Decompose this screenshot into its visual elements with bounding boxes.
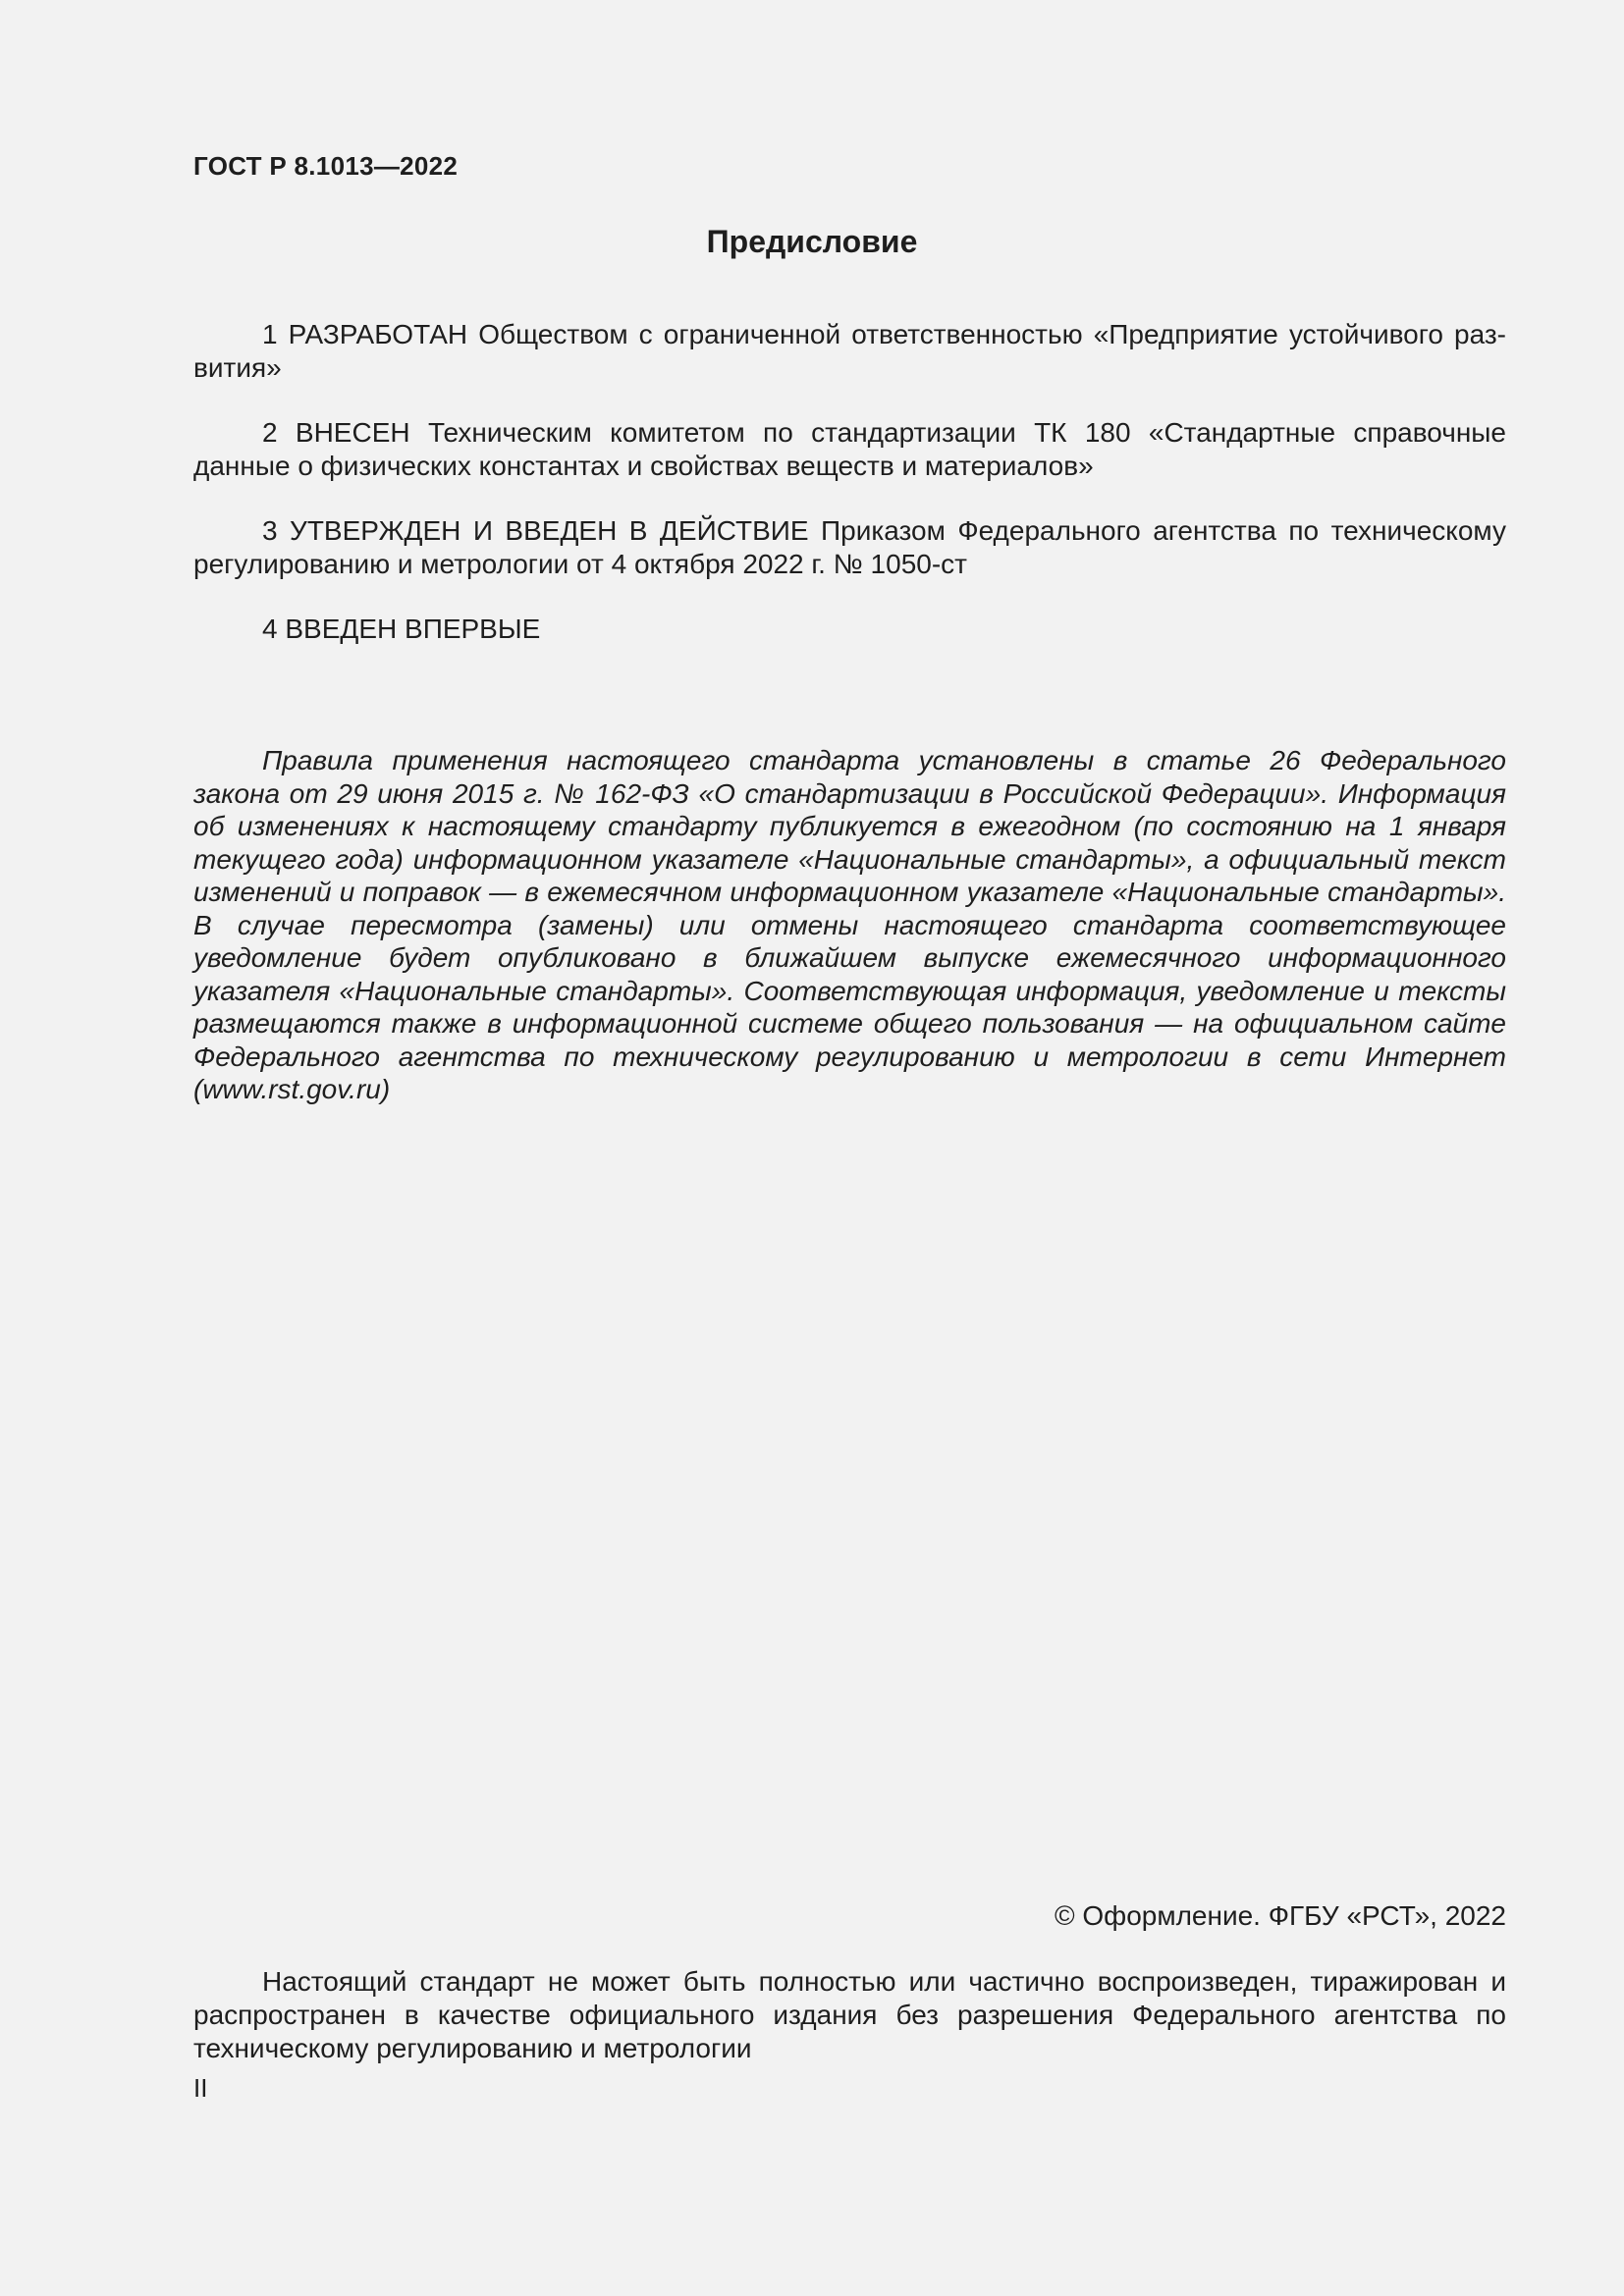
preface-item-approved: 3 УТВЕРЖДЕН И ВВЕДЕН В ДЕЙСТВИЕ Приказом Федерального агентства по техническому регулированию и метрологии от 4 октября 2022 г. № 1050-ст (193, 515, 1506, 579)
page-number: II (193, 2073, 208, 2103)
reproduction-notice: Настоящий стандарт не может быть полностью или частично воспроизведен, тиражирован и распространен в качестве официального издания без разрешения Федерального агентства по техническому регулированию и метрологии (193, 1966, 1506, 2063)
preface-item-developed: 1 РАЗРАБОТАН Обществом с ограниченной ответственностью «Предприятие устойчивого развития» (193, 319, 1506, 383)
preface-item-introduced: 2 ВНЕСЕН Техническим комитетом по стандартизации ТК 180 «Стандартные справочные данные о физических константах и свойствах веществ и материалов» (193, 417, 1506, 481)
section-title: Предисловие (706, 224, 918, 259)
document-code: ГОСТ Р 8.1013—2022 (193, 151, 459, 181)
rules-note-paragraph: Правила применения настоящего стандарта установлены в статье 26 Федерального закона от 29 июня 2015 г. № 162-ФЗ «О стандартизации в Российской Федерации». Информация об изменениях к настоящему стандарту публикуется в ежегодном (по состоянию на 1 января текущего года) информационном указателе «Национальные стандарты», а официальный текст изменений и поправок — в ежемесячном информационном указателе «Национальные стандарты». В случае пересмотра (замены) или отмены настоящего стандарта соответствующее уведомление будет опубликовано в ближайшем выпуске ежемесячного информационного указателя «Национальные стандарты». Соответствующая информация, уведомление и тексты размещаются также в информационной системе общего пользования — на официальном сайте Федерального агентства по техническому регулированию и метрологии в сети Интернет (www.rst.gov.ru) (193, 745, 1506, 1104)
preface-item-first-introduced: 4 ВВЕДЕН ВПЕРВЫЕ (262, 614, 541, 644)
copyright-line: © Оформление. ФГБУ «РСТ», 2022 (1054, 1900, 1506, 1931)
